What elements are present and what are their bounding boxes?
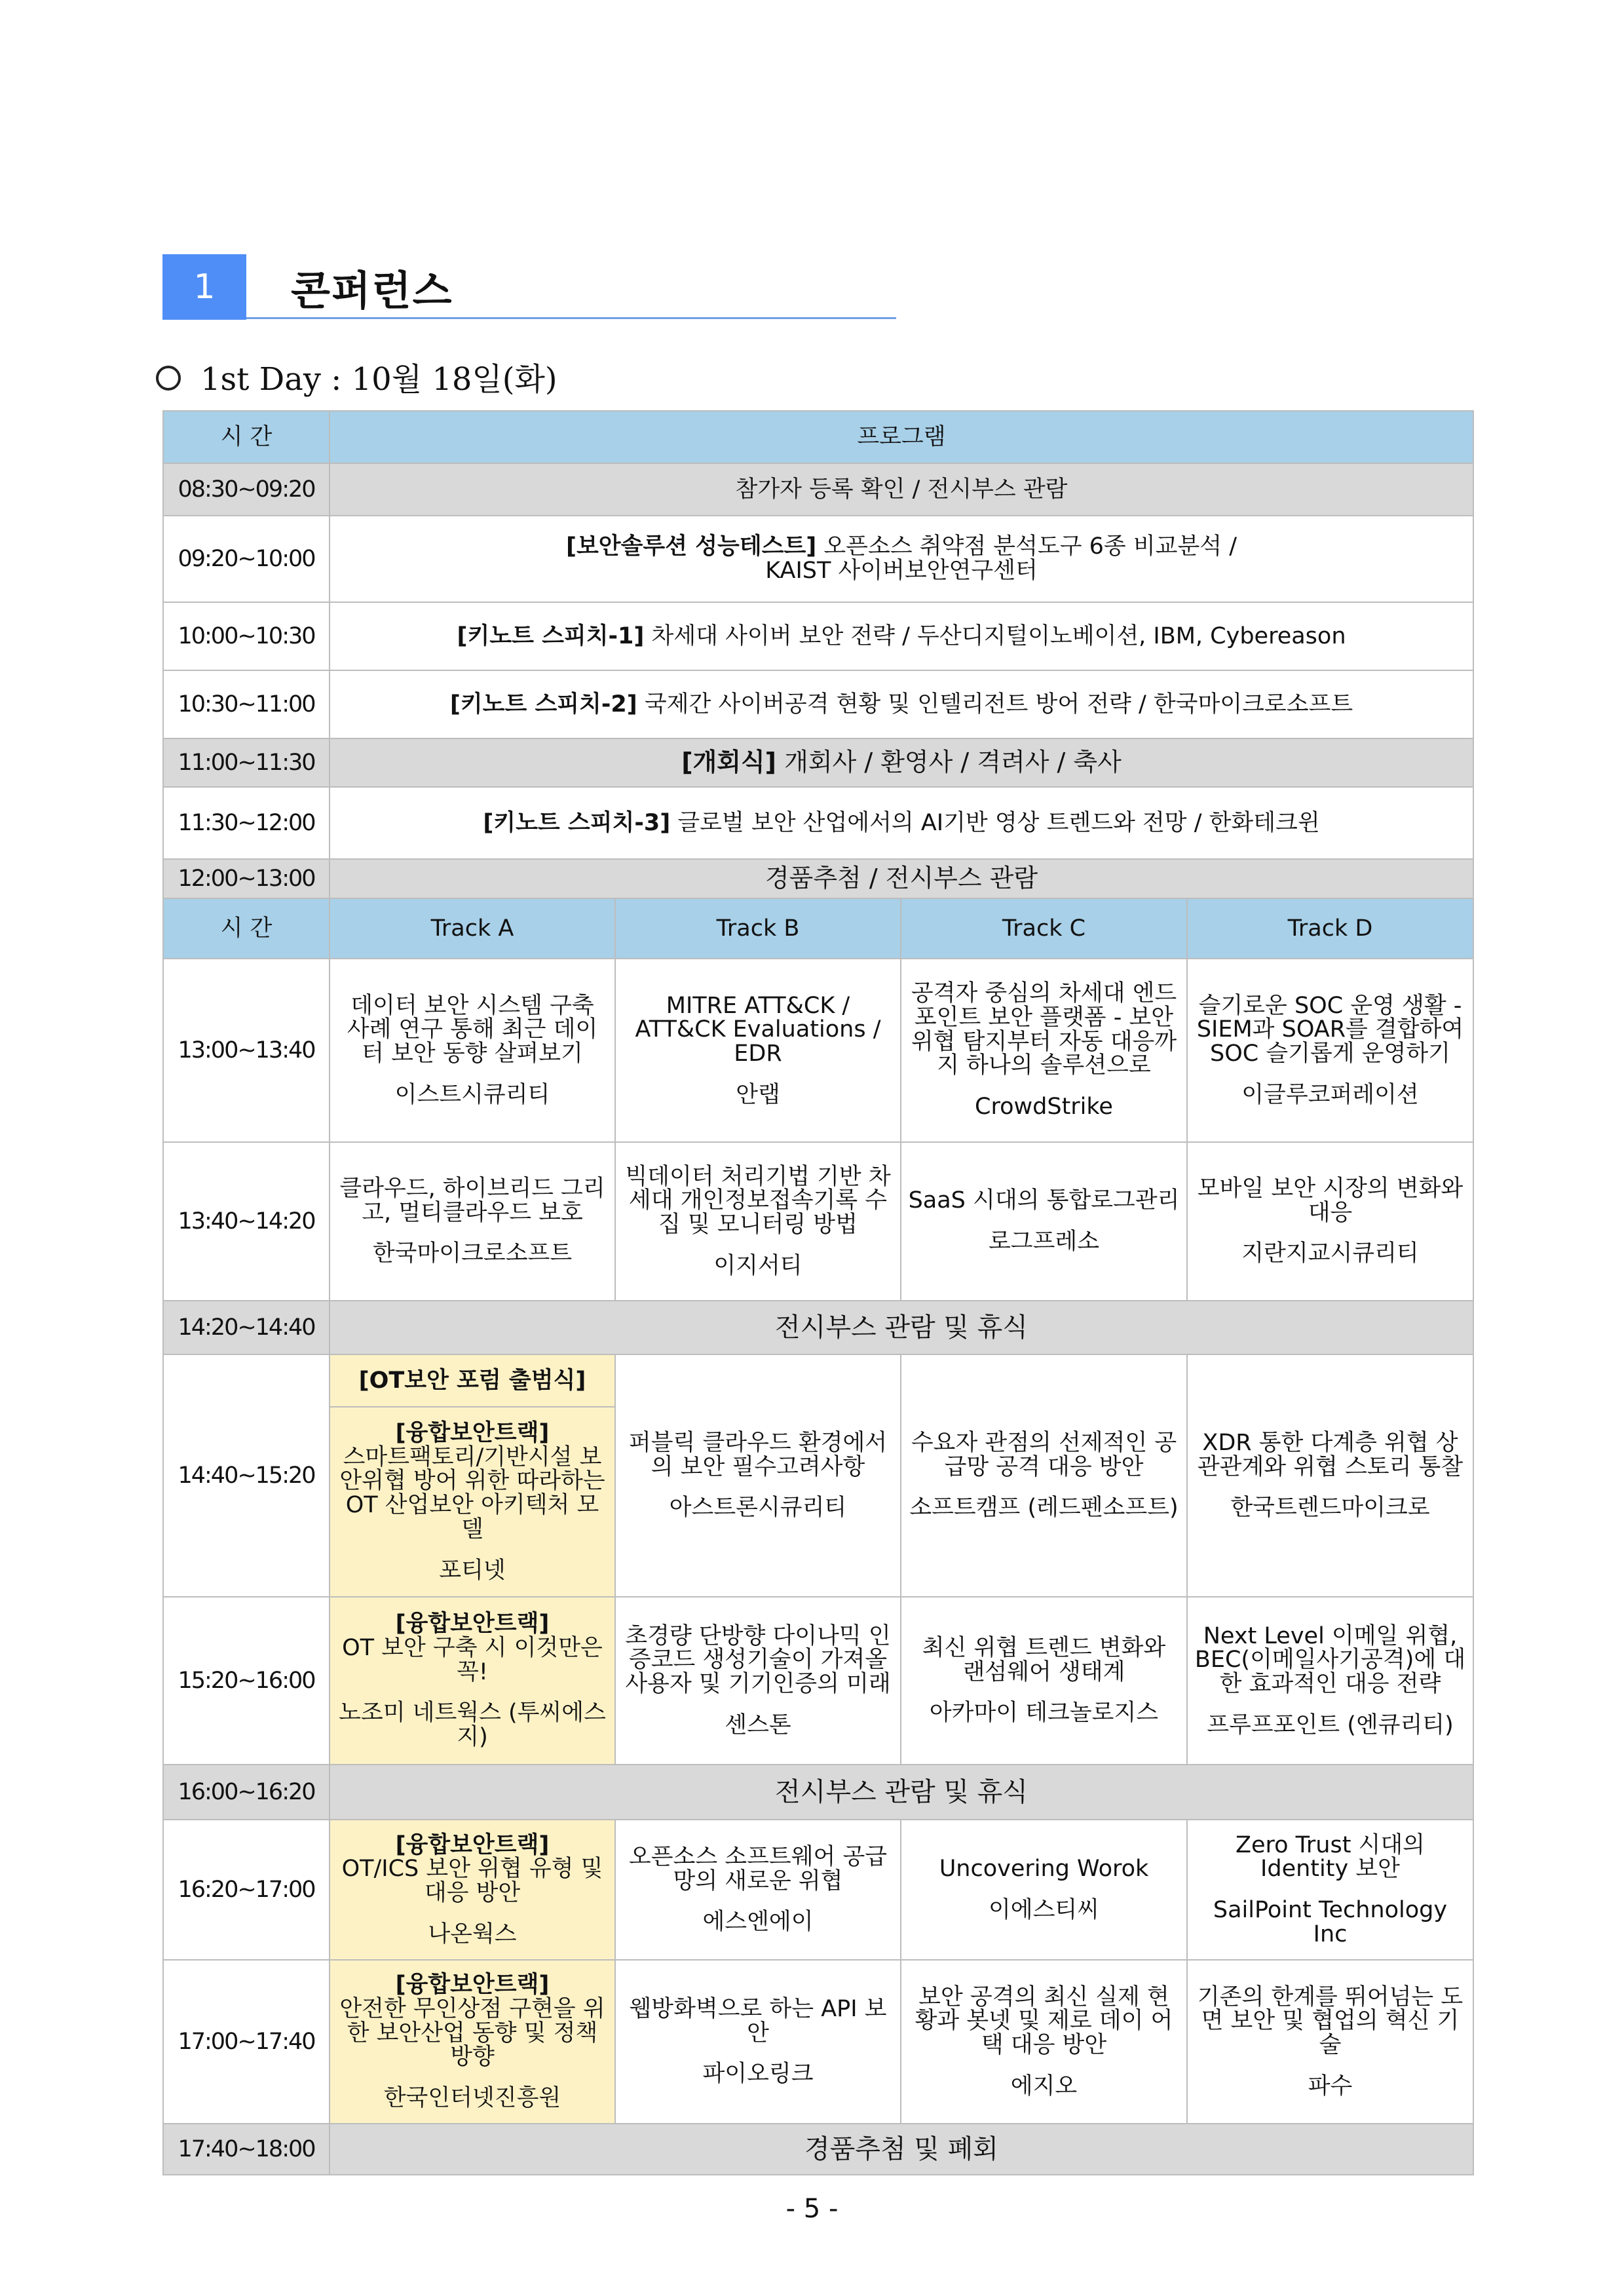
session-cell (901, 1820, 1187, 1960)
session-title: 수요자 관점의 선제적인 공급망 공격 대응 방안 (911, 1429, 1177, 1480)
session-cell (330, 1597, 615, 1765)
program-tag: [키노트 스피치-3] (483, 809, 671, 836)
session-cell (330, 1142, 615, 1301)
session-title: 초경량 단방향 다이나믹 인증코드 생성기술이 가져올 사용자 및 기기인증의 미래 (625, 1622, 891, 1697)
table-row (163, 1301, 1473, 1354)
program-tag: [개회식] (681, 748, 777, 777)
session-title: 기존의 한계를 뛰어넘는 도면 보안 및 협업의 혁신 기술 (1197, 1983, 1463, 2058)
session-title: 안전한 무인상점 구현을 위한 보안산업 동향 및 정책방향 (339, 1995, 605, 2071)
session-title: 최신 위협 트렌드 변화와 랜섬웨어 생태계 (922, 1634, 1166, 1685)
session-title: 스마트팩토리/기반시설 보안위협 방어 위한 따라하는 OT 산업보안 아키텍처 모델 (339, 1444, 605, 1542)
session-title: MITRE ATT&CK / ATT&CK Evaluations / EDR (635, 992, 881, 1067)
session-org: 한국인터넷진흥원 (383, 2085, 561, 2112)
session-org: 한국마이크로소프트 (372, 1240, 573, 1267)
time-cell: 09:20~10:00 (163, 516, 330, 602)
program-cell: 경품추첨 / 전시부스 관람 (330, 859, 1473, 898)
table-row (163, 738, 1473, 787)
schedule-table (162, 410, 1474, 2175)
session-cell (901, 1960, 1187, 2124)
day-heading (156, 354, 557, 399)
session-title: 오픈소스 소프트웨어 공급망의 새로운 위협 (628, 1843, 888, 1894)
time-cell: 15:20~16:00 (163, 1597, 330, 1765)
session-title: 데이터 보안 시스템 구축 사례 연구 통해 최근 데이터 보안 동향 살펴보기 (347, 992, 598, 1067)
session-cell (1187, 1597, 1473, 1765)
track-header-row (163, 898, 1473, 959)
session-org: SailPoint Technology Inc (1213, 1897, 1448, 1947)
header-track-a: Track A (330, 898, 615, 959)
header-track-c: Track C (901, 898, 1187, 959)
session-title: OT/ICS 보안 위협 유형 및 대응 방안 (341, 1856, 603, 1906)
program-text-2: KAIST 사이버보안연구센터 (765, 558, 1038, 584)
circle-bullet-icon (156, 366, 181, 391)
track-label: [융합보안트랙] (395, 1831, 550, 1858)
session-title: 공격자 중심의 차세대 엔드포인트 보안 플랫폼 - 보안 위협 탐지부터 자동 대응까지 하나의 솔루션으로 (911, 980, 1177, 1079)
program-text: 오픈소스 취약점 분석도구 6종 비교분석 / (816, 533, 1237, 560)
time-cell: 11:30~12:00 (163, 787, 330, 859)
program-cell: 전시부스 관람 및 휴식 (330, 1301, 1473, 1354)
session-cell (1187, 1820, 1473, 1960)
program-cell: 전시부스 관람 및 휴식 (330, 1765, 1473, 1820)
program-tag: [보안솔루션 성능테스트] (565, 533, 817, 560)
session-title: 모바일 보안 시장의 변화와 대응 (1197, 1175, 1463, 1226)
header-program: 프로그램 (330, 411, 1473, 463)
session-title: 슬기로운 SOC 운영 생활 - SIEM과 SOAR를 결합하여 SOC 슬기롭게 운영하기 (1196, 992, 1464, 1067)
session-org: 에스엔에이 (702, 1909, 814, 1936)
session-org: 에지오 (1010, 2073, 1078, 2099)
session-title: 클라우드, 하이브리드 그리고, 멀티클라우드 보호 (339, 1175, 605, 1226)
time-cell: 17:00~17:40 (163, 1960, 330, 2124)
session-cell (901, 1142, 1187, 1301)
program-text: 국제간 사이버공격 현황 및 인텔리전트 방어 전략 / 한국마이크로소프트 (637, 691, 1353, 718)
table-row (163, 1354, 1473, 1407)
session-title: Zero Trust 시대의 Identity 보안 (1236, 1831, 1425, 1883)
session-org: CrowdStrike (975, 1094, 1113, 1120)
time-cell: 17:40~18:00 (163, 2124, 330, 2175)
table-row (163, 1960, 1473, 2124)
session-org: 파수 (1308, 2073, 1353, 2099)
program-cell (330, 670, 1473, 738)
program-text: 개회사 / 환영사 / 격려사 / 축사 (776, 748, 1122, 777)
time-cell: 14:20~14:40 (163, 1301, 330, 1354)
session-cell (330, 1820, 615, 1960)
ceremony-cell: [OT보안 포럼 출범식] (330, 1354, 615, 1407)
section-title: 콘퍼런스 (291, 267, 453, 315)
header-time: 시 간 (163, 411, 330, 463)
session-org: 안랩 (736, 1081, 780, 1108)
time-cell: 10:00~10:30 (163, 602, 330, 670)
session-cell (1187, 1960, 1473, 2124)
track-label: [융합보안트랙] (395, 1611, 550, 1637)
session-cell (615, 1820, 901, 1960)
track-label: [융합보안트랙] (395, 1419, 550, 1446)
table-row (163, 859, 1473, 898)
header-time: 시 간 (163, 898, 330, 959)
time-cell: 16:20~17:00 (163, 1820, 330, 1960)
session-org: 이글루코퍼레이션 (1241, 1081, 1419, 1108)
session-cell (615, 1597, 901, 1765)
header-track-d: Track D (1187, 898, 1473, 959)
session-org: 아카마이 테크놀로지스 (929, 1700, 1159, 1727)
page-number: - 5 - (785, 2194, 839, 2224)
table-row (163, 1597, 1473, 1765)
session-cell (615, 1354, 901, 1597)
table-row (163, 2124, 1473, 2175)
session-org: 파이오링크 (702, 2061, 814, 2088)
session-org: 노조미 네트웍스 (투씨에스지) (339, 1700, 606, 1751)
session-org: 센스톤 (725, 1712, 791, 1738)
program-text: 글로벌 보안 산업에서의 AI기반 영상 트렌드와 전망 / 한화테크윈 (670, 809, 1320, 836)
program-cell (330, 738, 1473, 787)
track-label: [융합보안트랙] (395, 1972, 550, 1999)
session-org: 포티넷 (439, 1557, 506, 1584)
session-title: Uncovering Worok (939, 1856, 1149, 1883)
session-org: 이지서티 (713, 1252, 803, 1279)
time-cell: 13:00~13:40 (163, 959, 330, 1142)
time-cell: 08:30~09:20 (163, 463, 330, 516)
section-number: 1 (162, 254, 246, 320)
table-row (163, 516, 1473, 602)
session-title: OT 보안 구축 시 이것만은 꼭! (342, 1634, 603, 1685)
session-cell (615, 1142, 901, 1301)
program-cell: 경품추첨 및 폐회 (330, 2124, 1473, 2175)
session-cell (901, 1354, 1187, 1597)
table-row (163, 1820, 1473, 1960)
session-org: 프루프포인트 (엔큐리티) (1207, 1712, 1454, 1738)
program-cell (330, 602, 1473, 670)
session-org: 한국트렌드마이크로 (1230, 1495, 1430, 1521)
time-cell: 11:00~11:30 (163, 738, 330, 787)
table-row (163, 602, 1473, 670)
session-title: 퍼블릭 클라우드 환경에서의 보안 필수고려사항 (628, 1429, 888, 1480)
session-cell (330, 1960, 615, 2124)
session-cell (1187, 959, 1473, 1142)
program-cell (330, 516, 1473, 602)
time-cell: 16:00~16:20 (163, 1765, 330, 1820)
table-row (163, 1142, 1473, 1301)
session-title: 웹방화벽으로 하는 API 보안 (629, 1995, 887, 2046)
session-title: Next Level 이메일 위협, BEC(이메일사기공격)에 대한 효과적인 대응 전략 (1194, 1622, 1466, 1697)
session-org: 로그프레소 (988, 1229, 1100, 1255)
time-cell: 13:40~14:20 (163, 1142, 330, 1301)
session-cell (615, 1960, 901, 2124)
session-cell (330, 959, 615, 1142)
session-org: 아스트론시큐리티 (669, 1495, 847, 1521)
session-cell (615, 959, 901, 1142)
session-cell (901, 959, 1187, 1142)
session-title: 보안 공격의 최신 실제 현황과 봇넷 및 제로 데이 어택 대응 방안 (915, 1983, 1173, 2058)
session-org: 이스트시큐리티 (394, 1081, 550, 1108)
program-tag: [키노트 스피치-2] (449, 691, 637, 718)
time-cell: 10:30~11:00 (163, 670, 330, 738)
program-cell (330, 787, 1473, 859)
time-cell: 14:40~15:20 (163, 1354, 330, 1597)
table-row (163, 959, 1473, 1142)
table-row (163, 463, 1473, 516)
table-row (163, 670, 1473, 738)
session-org: 나온웍스 (428, 1921, 517, 1947)
day-label: 1st Day : 10월 18일(화) (200, 361, 557, 398)
session-cell (1187, 1354, 1473, 1597)
time-cell: 12:00~13:00 (163, 859, 330, 898)
program-text: 차세대 사이버 보안 전략 / 두산디지털이노베이션, IBM, Cybereason (644, 622, 1346, 649)
program-tag: [키노트 스피치-1] (457, 622, 645, 649)
table-header-row (163, 411, 1473, 463)
program-cell: 참가자 등록 확인 / 전시부스 관람 (330, 463, 1473, 516)
section-header (162, 254, 896, 320)
session-cell (1187, 1142, 1473, 1301)
table-row (163, 787, 1473, 859)
session-org: 지란지교시큐리티 (1241, 1240, 1419, 1267)
session-org: 이에스티씨 (988, 1897, 1100, 1923)
section-underline (246, 317, 896, 319)
table-row (163, 1765, 1473, 1820)
session-title: XDR 통한 다계층 위협 상관관계와 위협 스토리 통찰 (1197, 1429, 1463, 1480)
session-title: SaaS 시대의 통합로그관리 (908, 1187, 1180, 1214)
session-cell (901, 1597, 1187, 1765)
session-org: 소프트캠프 (레드펜소프트) (909, 1495, 1179, 1521)
header-track-b: Track B (615, 898, 901, 959)
session-title: 빅데이터 처리기법 기반 차세대 개인정보접속기록 수집 및 모니터링 방법 (625, 1163, 891, 1238)
session-cell (330, 1407, 615, 1597)
